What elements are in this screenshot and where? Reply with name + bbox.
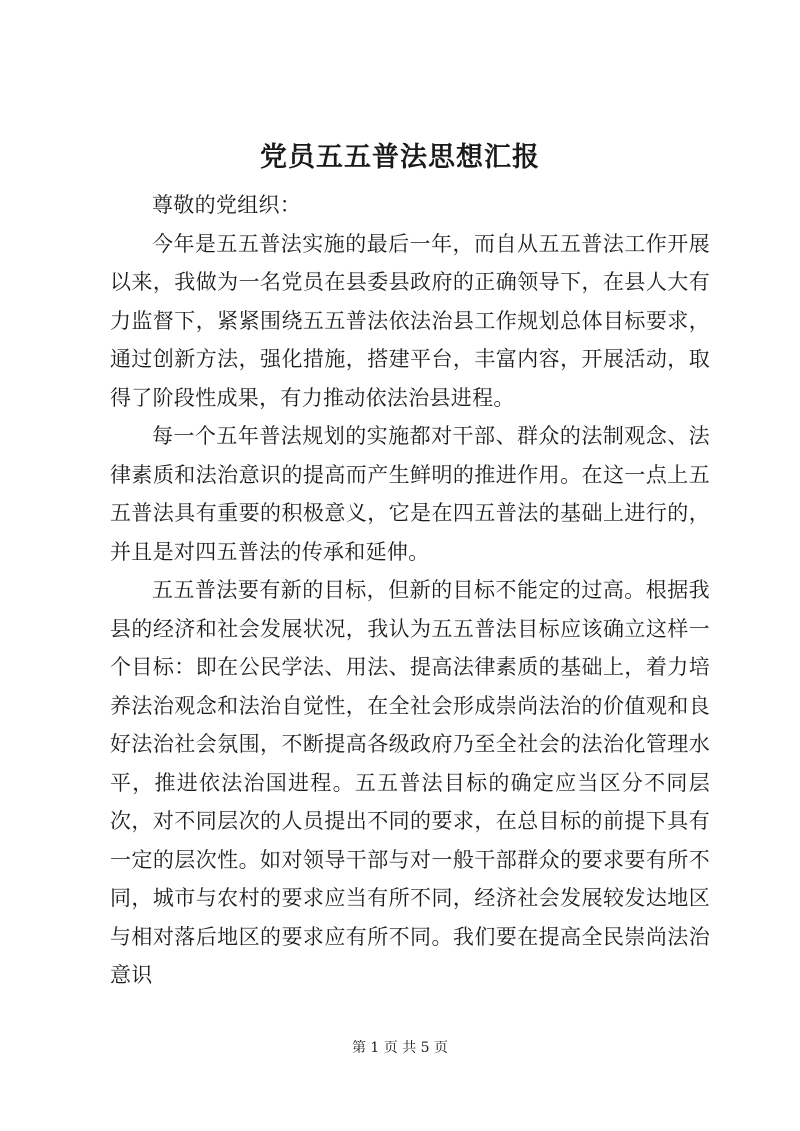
page-footer: 第 1 页 共 5 页	[351, 1040, 449, 1056]
paragraph-2: 每一个五年普法规划的实施都对干部、群众的法制观念、法律素质和法治意识的提高而产生鲜明的推进作用。在这一点上五五普法具有重要的积极意义，它是在四五普法的基础上进行的，并且是对四五普法的传承和延伸。	[110, 424, 710, 564]
salutation: 尊敬的党组织：	[152, 193, 302, 217]
document-title: 党员五五普法思想汇报	[260, 142, 540, 173]
paragraph-1: 今年是五五普法实施的最后一年，而自从五五普法工作开展以来，我做为一名党员在县委县政府的正确领导下，在县人大有力监督下，紧紧围绕五五普法依法治县工作规划总体目标要求，通过创新方法，强化措施，搭建平台，丰富内容，开展活动，取得了阶段性成果，有力推动依法治县进程。	[110, 231, 710, 410]
document-body	[110, 186, 710, 995]
paragraph-3: 五五普法要有新的目标，但新的目标不能定的过高。根据我县的经济和社会发展状况，我认为五五普法目标应该确立这样一个目标：即在公民学法、用法、提高法律素质的基础上，着力培养法治观念和法治自觉性，在全社会形成崇尚法治的价值观和良好法治社会氛围，不断提高各级政府乃至全社会的法治化管理水平，推进依法治国进程。五五普法目标的确定应当区分不同层次，对不同层次的人员提出不同的要求，在总目标的前提下具有一定的层次性。如对领导干部与对一般干部群众的要求要有所不同，城市与农村的要求应当有所不同，经济社会发展较发达地区与相对落后地区的要求应有所不同。我们要在提高全民崇尚法治意识	[110, 578, 710, 987]
